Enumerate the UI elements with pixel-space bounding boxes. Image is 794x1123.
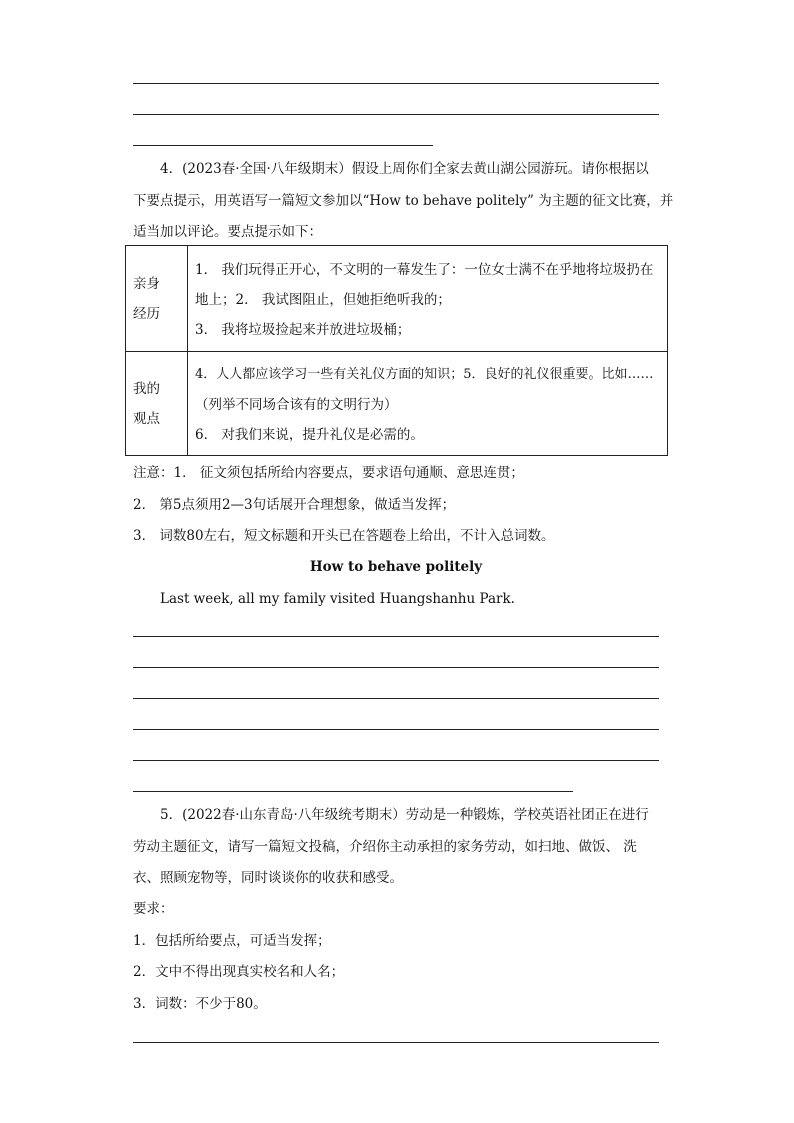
table-label-opinion: 我的 观点 xyxy=(126,352,188,456)
answer-line[interactable] xyxy=(133,760,659,761)
q5-intro-line: 衣、照顾宠物等，同时谈谈你的收获和感受。 xyxy=(133,870,403,886)
answer-line[interactable] xyxy=(133,114,659,115)
answer-line[interactable] xyxy=(133,667,659,668)
note-line: 3． 词数80左右，短文标题和开头已在答题卷上给出，不计入总词数。 xyxy=(133,528,555,544)
key-points-table xyxy=(125,245,668,456)
q5-intro xyxy=(133,800,659,895)
note-line: 2． 第5点须用2—3句话展开合理想象，做适当发挥； xyxy=(133,496,456,513)
q5-intro-line: 5．(2022春·山东青岛·八年级统考期末）劳动是一种锻炼，学校英语社团正在进行 xyxy=(160,807,649,823)
table-row xyxy=(126,352,668,456)
requirement-line: 2．文中不得出现真实校名和人名； xyxy=(133,964,345,980)
table-content-opinion: 4．人人都应该学习一些有关礼仪方面的知识；5．良好的礼仪很重要。比如…… （列举不同场合该有的文明行为） 6． 对我们来说，提升礼仪是必需的。 xyxy=(188,352,668,456)
table-label-experience: 亲身 经历 xyxy=(126,246,188,352)
q5-intro-line: 劳动主题征文，请写一篇短文投稿，介绍你主动承担的家务劳动，如扫地、做饭、 洗 xyxy=(133,838,637,855)
q4-notes xyxy=(133,458,659,553)
requirement-line: 1．包括所给要点，可适当发挥； xyxy=(133,932,331,949)
answer-line[interactable] xyxy=(133,636,659,637)
q4-intro xyxy=(133,154,674,249)
answer-line[interactable] xyxy=(133,145,433,146)
answer-line[interactable] xyxy=(133,698,659,699)
essay-title: How to behave politely xyxy=(309,559,483,575)
answer-line[interactable] xyxy=(133,83,659,84)
requirement-line: 3．词数：不少于80。 xyxy=(133,995,267,1012)
requirements-label: 要求： xyxy=(133,901,174,917)
table-content-experience: 1． 我们玩得正开心，不文明的一幕发生了：一位女士满不在乎地将垃圾扔在 地上；2． 我试图阻止，但她拒绝听我的； 3． 我将垃圾捡起来并放进垃圾桶； xyxy=(188,246,668,352)
answer-line[interactable] xyxy=(133,1042,659,1043)
q5-requirements xyxy=(133,894,659,1020)
q4-intro-line: 4．(2023春·全国·八年级期末）假设上周你们全家去黄山湖公园游玩。请你根据以 xyxy=(160,161,649,177)
table-row xyxy=(126,246,668,352)
essay-opening: Last week, all my family visited Huangshanhu Park. xyxy=(160,591,515,607)
note-line: 注意：1． 征文须包括所给内容要点，要求语句通顺、意思连贯； xyxy=(133,465,524,481)
q4-intro-line: 下要点提示，用英语写一篇短文参加以“How to behave politely” 为主题的征文比赛，并 xyxy=(133,192,674,209)
q4-intro-line: 适当加以评论。要点提示如下： xyxy=(133,224,322,240)
answer-line[interactable] xyxy=(133,729,659,730)
answer-line[interactable] xyxy=(133,791,573,792)
